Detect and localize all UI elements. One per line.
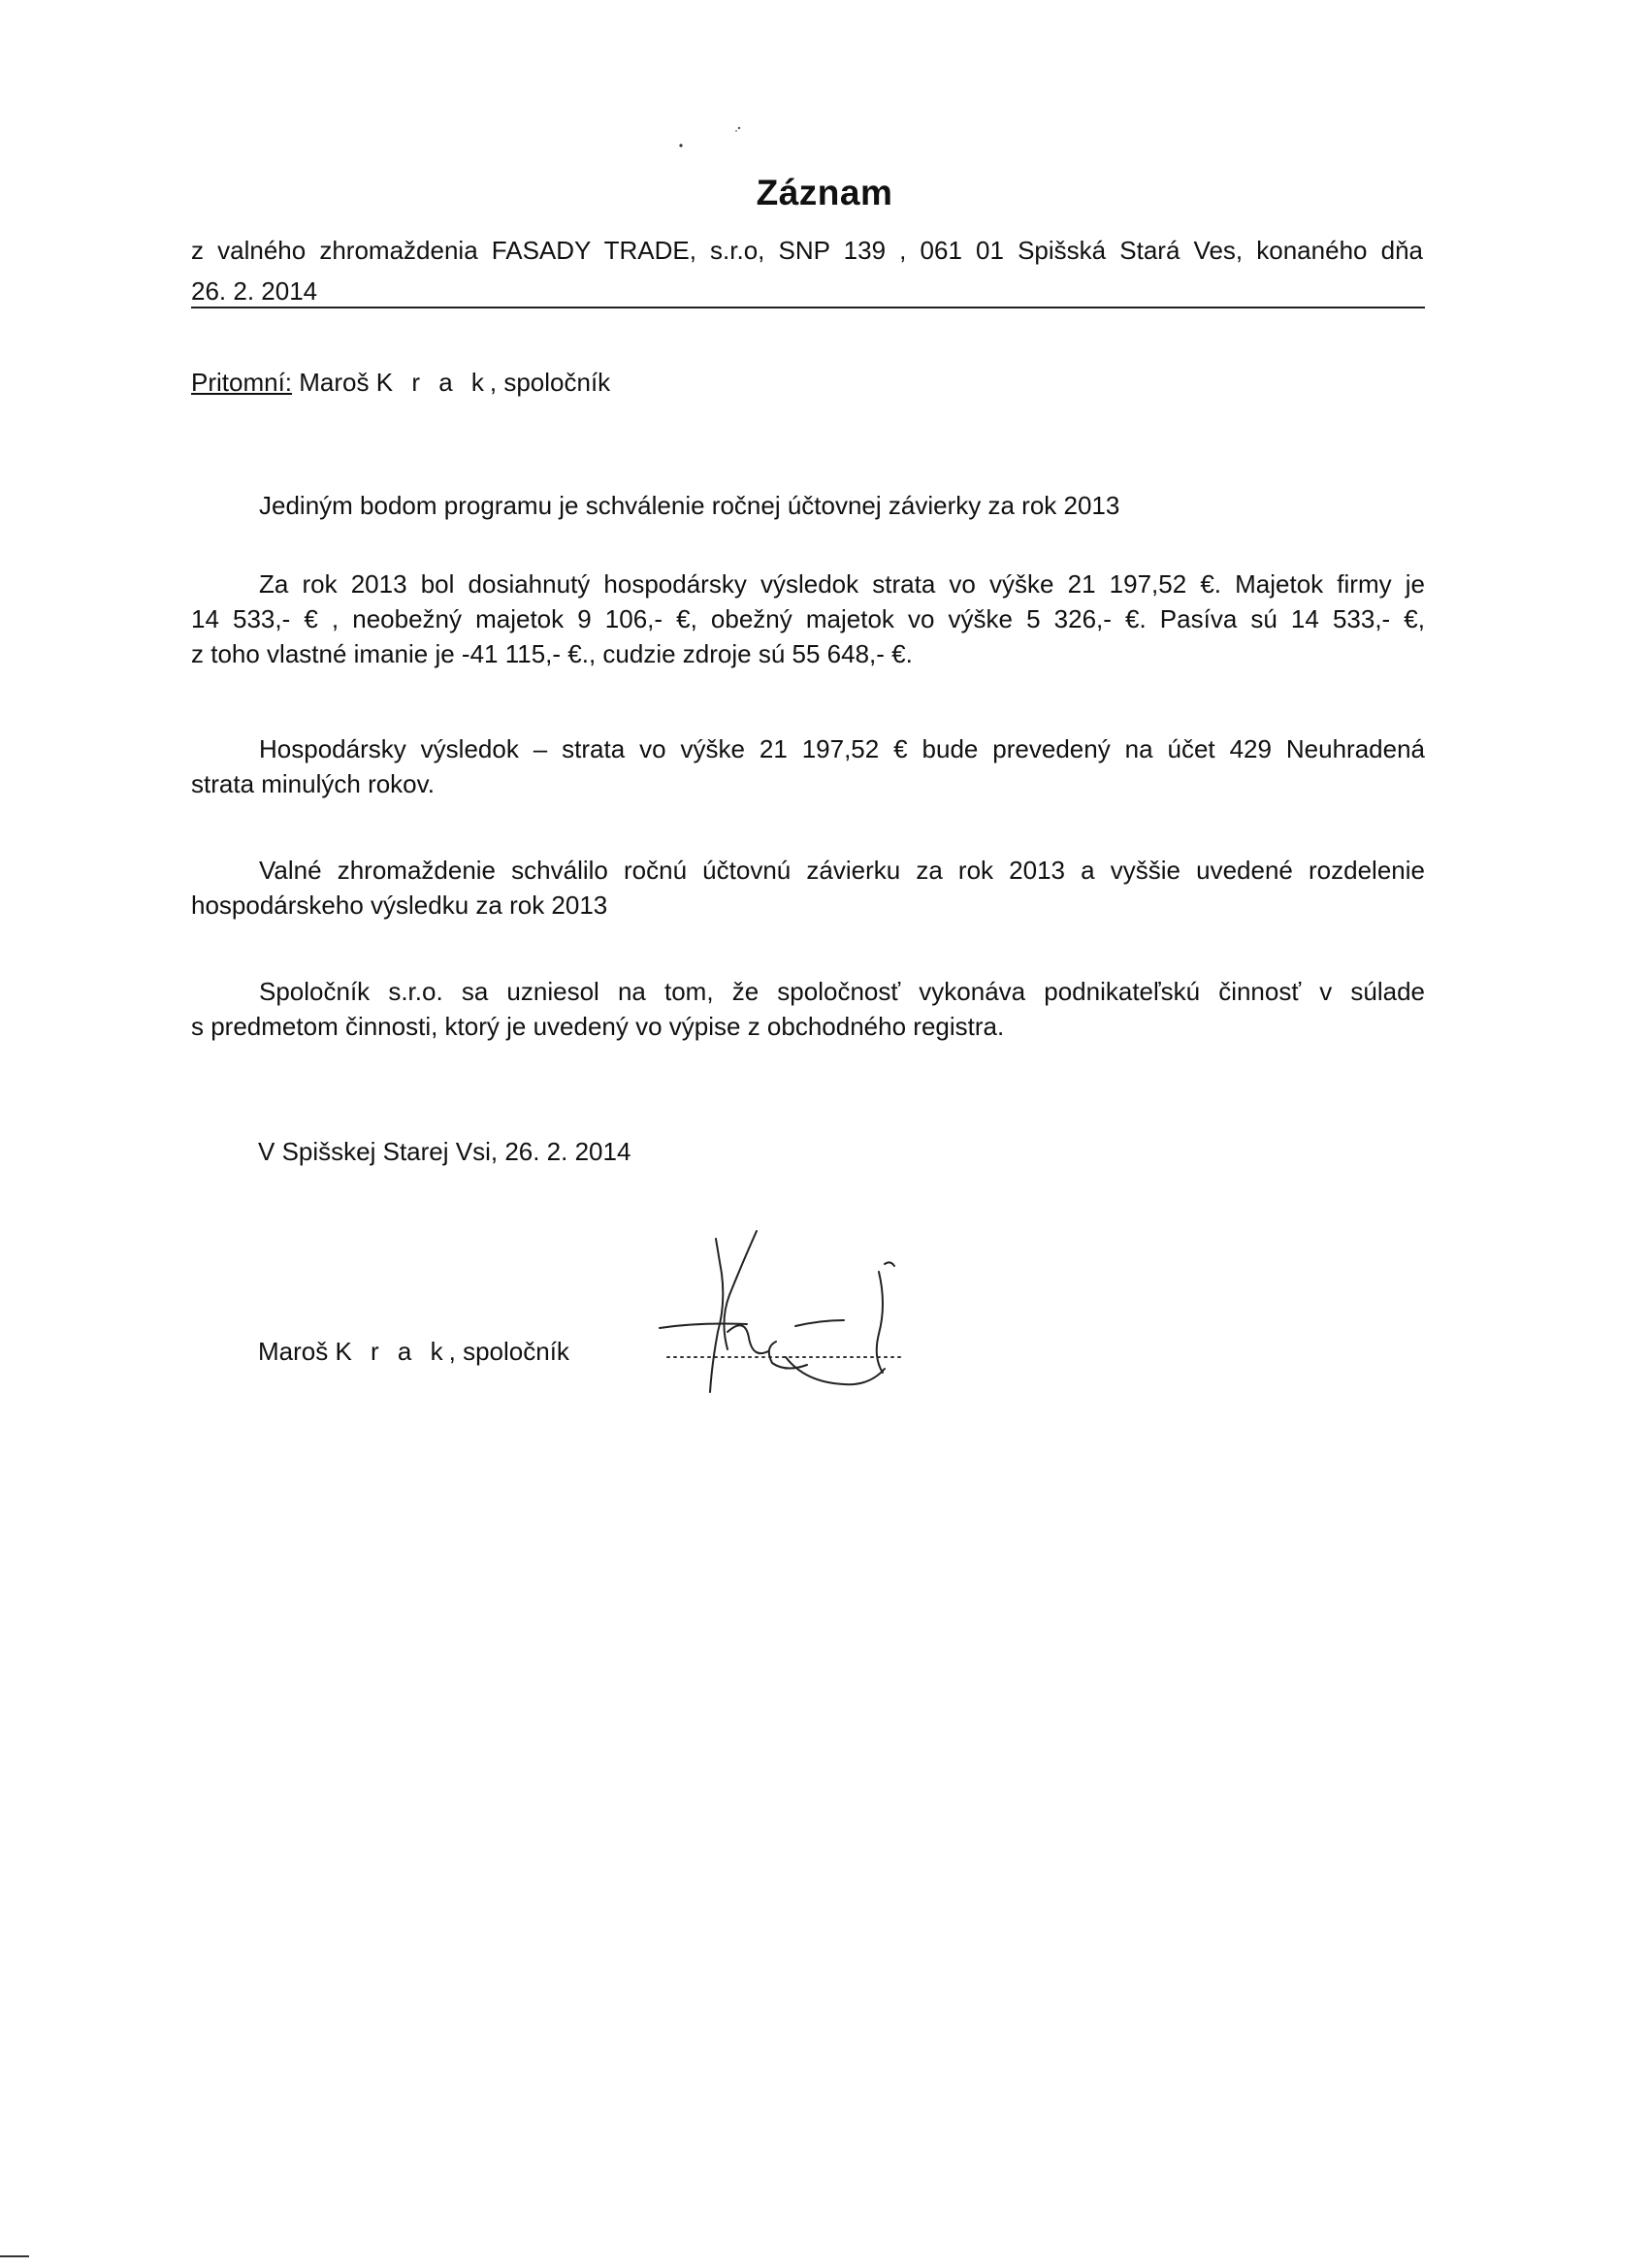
paragraph-line: Jediným bodom programu je schválenie ročnej účtovnej závierky za rok 2013: [259, 491, 1120, 520]
document-title: Záznam: [756, 173, 893, 212]
paragraph-loss-transfer: [191, 731, 1425, 801]
paragraph-line: 14 533,- € , neobežný majetok 9 106,- €, obežný majetok vo výške 5 326,- €. Pasíva sú 14 533,- €,: [191, 604, 1425, 633]
paragraph-approval: [191, 853, 1425, 923]
signatory-line: [258, 1337, 569, 1366]
paragraph-line: strata minulých rokov.: [191, 769, 435, 798]
document-subheading: z valného zhromaždenia FASADY TRADE, s.r.o, SNP 139 , 061 01 Spišská Stará Ves, konaného dňa: [191, 236, 1423, 265]
attendee-surname: K r a k: [375, 368, 490, 397]
paragraph-agenda: [191, 488, 1425, 523]
paragraph-business-activity: [191, 974, 1425, 1044]
place-and-date: V Spišskej Starej Vsi, 26. 2. 2014: [258, 1137, 631, 1166]
signatory-first-name: Maroš: [258, 1337, 329, 1366]
attendee-role: , spoločník: [489, 368, 611, 397]
paragraph-line: Valné zhromaždenie schválilo ročnú účtovnú závierku za rok 2013 a vyššie uvedené rozdelenie: [259, 856, 1425, 885]
paragraph-line: Hospodársky výsledok – strata vo výške 21 197,52 € bude prevedený na účet 429 Neuhradená: [259, 734, 1425, 763]
signatory-role: , spoločník: [448, 1337, 569, 1366]
paragraph-financial-result: [191, 567, 1425, 671]
paragraph-line: Za rok 2013 bol dosiahnutý hospodársky výsledok strata vo výške 21 197,52 €. Majetok firmy je: [259, 569, 1425, 599]
paragraph-line: z toho vlastné imanie je -41 115,- €., cudzie zdroje sú 55 648,- €.: [191, 639, 913, 668]
paragraph-line: Spoločník s.r.o. sa uzniesol na tom, že spoločnosť vykonáva podnikateľskú činnosť v súlade: [259, 977, 1425, 1006]
signatory-surname: K r a k: [335, 1337, 449, 1366]
paragraph-line: s predmetom činnosti, ktorý je uvedený vo výpise z obchodného registra.: [191, 1012, 1005, 1041]
scan-edge-mark: [0, 2255, 29, 2257]
attendees-label: Pritomní:: [191, 368, 293, 397]
header-rule: [191, 307, 1425, 308]
scan-specks: [669, 116, 747, 155]
attendee-first-name: Maroš: [299, 368, 370, 397]
paragraph-line: hospodárskeho výsledku za rok 2013: [191, 891, 608, 920]
handwritten-signature: [640, 1227, 951, 1402]
attendees-line: [191, 368, 610, 397]
meeting-date: 26. 2. 2014: [191, 276, 318, 306]
